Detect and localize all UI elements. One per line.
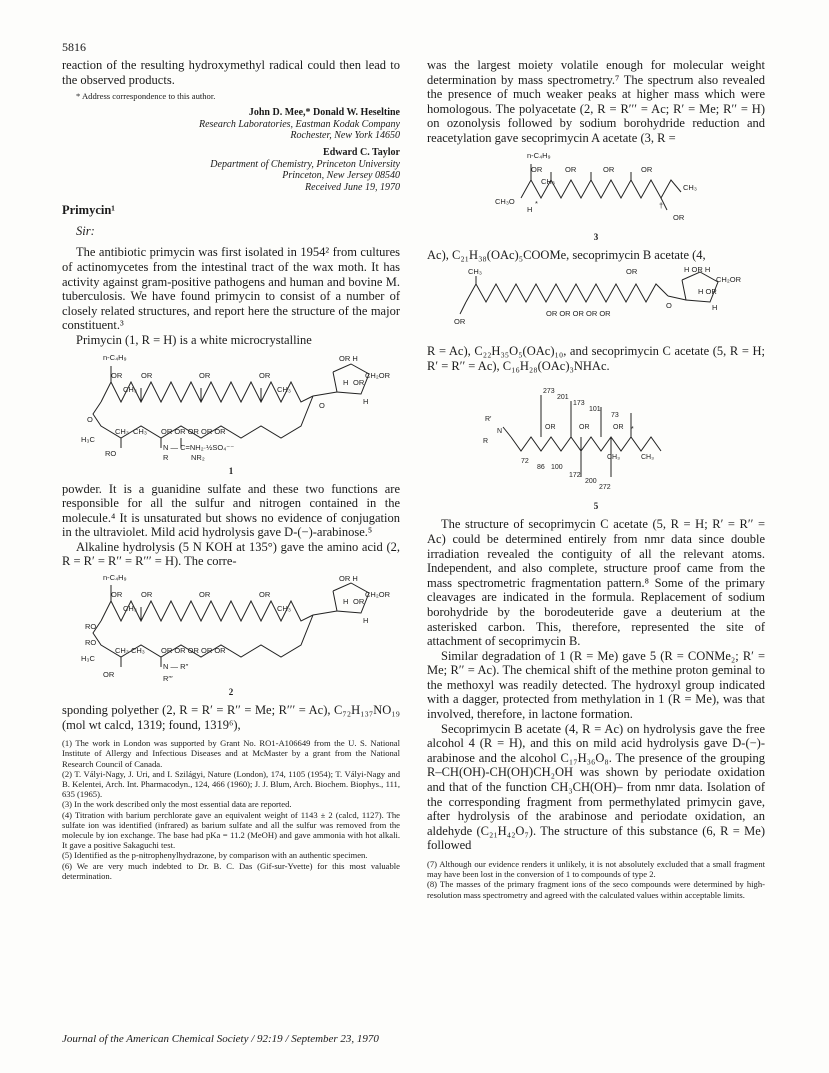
svg-text:86: 86 <box>537 464 545 472</box>
page-number: 5816 <box>62 40 86 54</box>
right-paragraph-4: The structure of secoprimycin C acetate (5, R = H; R′ = R′′ = Ac) could be determined entirely from nmr data since double irradiation revealed the contiguity of all the relevant atoms. Independent, and also complete, structure proof came from the mass spectrometric fragmentation pattern.⁸ Some of the primary cleavages are indicated in the formula. Replacement of sodium borohydride by the borodeuteride gave a deuterium at the asterisked carbon. This, therefore, represented the site of attachment of secoprimycin B. <box>427 517 765 649</box>
svg-text:OR: OR <box>531 164 543 174</box>
svg-text:R′′′: R′′′ <box>163 674 173 684</box>
svg-text:OR: OR <box>565 164 577 174</box>
svg-text:OR H: OR H <box>339 574 358 584</box>
svg-text:CH₃O: CH₃O <box>495 196 515 206</box>
intro-paragraph: reaction of the resulting hydroxymethyl radical could then lead to the observed products. <box>62 58 400 87</box>
paragraph-4: Alkaline hydrolysis (5 N KOH at 135°) gave the amino acid (2, R = R′ = R′′ = R′′′ = H). The corre- <box>62 539 400 569</box>
affiliation-1-line-1: Research Laboratories, Eastman Kodak Company <box>198 118 400 130</box>
svg-text:H₃C: H₃C <box>81 434 95 444</box>
salutation: Sir: <box>76 224 95 239</box>
svg-text:OR: OR <box>141 370 153 380</box>
svg-text:OR OR OR OR OR: OR OR OR OR OR <box>546 309 611 319</box>
svg-text:OR: OR <box>454 317 466 327</box>
svg-text:†: † <box>659 200 664 210</box>
structure-4-diagram <box>446 266 746 340</box>
right-paragraph-1: was the largest moiety volatile enough for molecular weight determination by mass spectrometry.⁷ The spectrum also revealed the presence of much weaker peaks at higher mass which were homologous. The polyacetate (2, R = R′′′ = Ac; R′ = Me; R′′ = H) on ozonolysis followed by sodium borohydride reduction and reacetylation gave secoprimycin A acetate (3, R = <box>427 58 765 145</box>
svg-text:OR: OR <box>641 164 653 174</box>
svg-text:CH₃: CH₃ <box>277 604 291 614</box>
received-date: Received June 19, 1970 <box>305 181 400 193</box>
svg-text:CH₃: CH₃ <box>541 176 555 186</box>
svg-text:OR: OR <box>579 424 590 432</box>
structure-3-label: 3 <box>593 231 599 242</box>
svg-text:H OR H: H OR H <box>684 265 711 275</box>
journal-date: September 23, 1970 <box>291 1033 379 1045</box>
svg-text:RO: RO <box>85 622 97 632</box>
svg-text:H: H <box>343 377 349 387</box>
svg-text:OR: OR <box>259 590 271 600</box>
svg-text:H OR: H OR <box>698 287 717 297</box>
svg-text:OR H: OR H <box>339 353 358 363</box>
article-title: Primycin¹ <box>62 203 116 218</box>
svg-text:CH₂OR: CH₂OR <box>365 590 390 600</box>
svg-text:CH₃: CH₃ <box>123 384 137 394</box>
svg-text:200: 200 <box>585 478 597 486</box>
svg-text:R: R <box>483 438 489 446</box>
svg-text:R: R <box>163 452 169 462</box>
svg-text:OR: OR <box>353 377 365 387</box>
svg-text:OR: OR <box>613 424 624 432</box>
right-paragraph-2: Ac), C₂₁H₃₈(OAc)₅COOMe, secoprimycin B acetate (4, <box>427 247 706 262</box>
footnote-2: (2) T. Vályi-Nagy, J. Uri, and I. Szilágyi, Nature (London), 174, 1105 (1954); T. Vályi-Nagy and B. Kelentei, Arch. Int. Pharmacodyn., 124, 466 (1960); J. J. Blum, Arch. Biochem. Biophys., 111, 635 (1965). <box>62 768 400 800</box>
svg-text:OR: OR <box>626 267 638 277</box>
footnote-8: (8) The masses of the primary fragment ions of the seco compounds were determined by high-resolution mass spectrometry and agreed with the calculated values within acceptable limits. <box>427 879 765 900</box>
svg-text:CH₃: CH₃ <box>641 454 654 462</box>
footnote-6: (6) We are very much indebted to Dr. B. C. Das (Gif-sur-Yvette) for this most valuable determination. <box>62 860 400 881</box>
structure-5-diagram <box>481 377 711 497</box>
svg-text:*: * <box>535 198 538 208</box>
footnote-4: (4) Titration with barium perchlorate gave an equivalent weight of 1143 ± 2 (calcd, 1127). The sulfate ion was identified (infrared) as barium sulfate and all the sulfur was removed from the molecule by ion exchange. The base had pKa = 11.2 (MeOH) and gave ammonia with hot alkali. It gave a positive Sakaguchi test. <box>62 809 400 851</box>
svg-text:73: 73 <box>611 412 619 420</box>
svg-text:OR: OR <box>111 370 123 380</box>
svg-text:OR OR OR OR OR: OR OR OR OR OR <box>161 646 226 656</box>
svg-text:CH₃: CH₃ <box>607 454 620 462</box>
svg-text:173: 173 <box>573 400 585 408</box>
structure-5-label: 5 <box>593 501 599 512</box>
svg-text:n-C₄H₉: n-C₄H₉ <box>103 352 127 362</box>
svg-text:CH₃: CH₃ <box>123 604 137 614</box>
footnote-7: (7) Although our evidence renders it unlikely, it is not absolutely excluded that a small fragment may have been lost in the conversion of 1 to compounds of type 2. <box>427 859 765 880</box>
svg-text:272: 272 <box>599 484 611 492</box>
right-paragraph-6: Secoprimycin B acetate (4, R = Ac) on hydrolysis gave the free alcohol 4 (R = H), and this on mild acid hydrolysis gave D-(−)-arabinose and the alcohol C₁₇H₃₆O₈. The presence of the grouping R–CH(OH)-CH(OH)CH₂OH was shown by periodate oxidation and that of the function CH₃CH(OH)– from nmr data. Isolation of the corresponding fragment from permethylated primycin gave, after hydrolysis of the arabinose and periodate oxidation, an aldehyde (C₂₁H₄₂O₇). The structure of this substance (6, R = Me) followed <box>427 721 765 853</box>
left-column <box>62 58 400 881</box>
journal-issue: 92:19 <box>257 1033 283 1045</box>
svg-text:RO: RO <box>85 638 97 648</box>
paragraph-2: Primycin (1, R = H) is a white microcrystalline <box>76 332 312 347</box>
svg-text:OR: OR <box>199 370 211 380</box>
svg-text:H: H <box>527 204 533 214</box>
affiliation-2-line-2: Princeton, New Jersey 08540 <box>282 170 400 182</box>
svg-text:H: H <box>343 597 349 607</box>
svg-text:CH₃: CH₃ <box>115 426 129 436</box>
svg-text:172: 172 <box>569 472 581 480</box>
svg-text:OR: OR <box>259 370 271 380</box>
journal-footer: Journal of the American Chemical Society / 92:19 / September 23, 1970 <box>62 1033 379 1045</box>
svg-text:72: 72 <box>521 458 529 466</box>
svg-text:OR: OR <box>103 670 115 680</box>
svg-text:OR: OR <box>199 590 211 600</box>
svg-text:273: 273 <box>543 388 555 396</box>
svg-text:NR₂: NR₂ <box>191 452 205 462</box>
correspondence-note: * Address correspondence to this author. <box>76 91 216 102</box>
structure-2-diagram <box>81 573 390 684</box>
svg-text:O: O <box>87 414 93 424</box>
svg-text:H: H <box>712 303 718 313</box>
svg-text:N: N <box>497 428 503 436</box>
right-column <box>427 58 765 900</box>
structure-1-diagram <box>81 352 390 462</box>
svg-text:CH₂OR: CH₂OR <box>365 370 390 380</box>
svg-text:H₃C: H₃C <box>81 654 95 664</box>
svg-text:n-C₄H₉: n-C₄H₉ <box>527 150 551 160</box>
svg-text:101: 101 <box>589 406 601 414</box>
svg-text:CH₃: CH₃ <box>683 182 697 192</box>
svg-text:n-C₄H₉: n-C₄H₉ <box>103 573 127 583</box>
structure-2-label: 2 <box>228 687 234 698</box>
svg-text:OR OR OR OR OR: OR OR OR OR OR <box>161 426 226 436</box>
structure-3-diagram <box>481 150 711 228</box>
svg-text:R′: R′ <box>485 416 492 424</box>
svg-text:CH₃ CH₃: CH₃ CH₃ <box>115 646 145 656</box>
svg-text:N — R′′: N — R′′ <box>163 662 189 672</box>
svg-text:OR: OR <box>353 597 365 607</box>
journal-name: Journal of the American Chemical Society <box>62 1033 249 1045</box>
svg-text:CH₃: CH₃ <box>468 267 482 277</box>
right-paragraph-5: Similar degradation of 1 (R = Me) gave 5 (R = CONMe₂; R′ = Me; R′′ = Ac). The chemical shift of the methine proton geminal to the methoxyl was readily detected. The hydroxyl group indicated with a dagger, protected from methylation in 1 (R = Me), was that involved, therefore, in lactone formation. <box>427 648 765 722</box>
paragraph-3: powder. It is a guanidine sulfate and these two functions are responsible for all the sulfur and nitrogen contained in the molecule.⁴ It is unsaturated but shows no evidence of conjugation in the ultraviolet. Mild acid hydrolysis gave D-(−)-arabinose.⁵ <box>62 481 400 540</box>
svg-text:CH₃: CH₃ <box>277 384 291 394</box>
structure-1-label: 1 <box>228 465 234 476</box>
svg-text:OR: OR <box>673 212 685 222</box>
author-2: Edward C. Taylor <box>323 146 400 158</box>
authors-line: John D. Mee,* Donald W. Heseltine <box>248 107 400 119</box>
svg-text:RO: RO <box>105 448 117 458</box>
footnote-5: (5) Identified as the p-nitrophenylhydrazone, by comparison with an authentic specimen. <box>62 850 368 861</box>
affiliation-2-line-1: Department of Chemistry, Princeton University <box>210 158 400 170</box>
svg-text:CH₂OR: CH₂OR <box>716 275 741 285</box>
paragraph-5: sponding polyether (2, R = R′ = R′′ = Me; R′′′ = Ac), C₇₂H₁₃₇NO₁₉ (mol wt calcd, 1319; found, 1319⁶), <box>62 703 400 732</box>
footnote-3: (3) In the work described only the most essential data are reported. <box>62 799 292 810</box>
svg-text:O: O <box>666 301 672 311</box>
svg-text:OR: OR <box>603 164 615 174</box>
svg-text:100: 100 <box>551 464 563 472</box>
svg-text:OR: OR <box>141 590 153 600</box>
footnote-1: (1) The work in London was supported by Grant No. RO1-A106649 from the U. S. National Institute of Allergy and Infectious Diseases and at McMaster by a grant from the National Research Council of Canada. <box>62 738 400 769</box>
svg-text:N — C=NH₂·½SO₄⁻⁻: N — C=NH₂·½SO₄⁻⁻ <box>163 442 235 452</box>
svg-text:H: H <box>363 616 369 626</box>
svg-text:H: H <box>363 396 369 406</box>
svg-text:*: * <box>631 426 634 434</box>
svg-text:201: 201 <box>557 394 569 402</box>
svg-text:OR: OR <box>545 424 556 432</box>
affiliation-1-line-2: Rochester, New York 14650 <box>290 130 400 142</box>
svg-text:OR: OR <box>111 590 123 600</box>
paragraph-1: The antibiotic primycin was first isolated in 1954² from cultures of actinomycetes from the intestinal tract of the wax moth. It has activity against gram-positive pathogens and human and bovine M. tuberculosis. We have found primycin to consist of a number of closely related structures, and report here the structure of the major constituent.³ <box>62 245 400 333</box>
svg-text:CH₃: CH₃ <box>133 426 147 436</box>
right-paragraph-3: R = Ac), C₂₂H₃₅O₅(OAc)₁₀, and secoprimycin C acetate (5, R = H; R′ = R′′ = Ac), C₁₆H₂₈(OAc)₃NHAc. <box>427 344 765 373</box>
svg-text:O: O <box>319 400 325 410</box>
